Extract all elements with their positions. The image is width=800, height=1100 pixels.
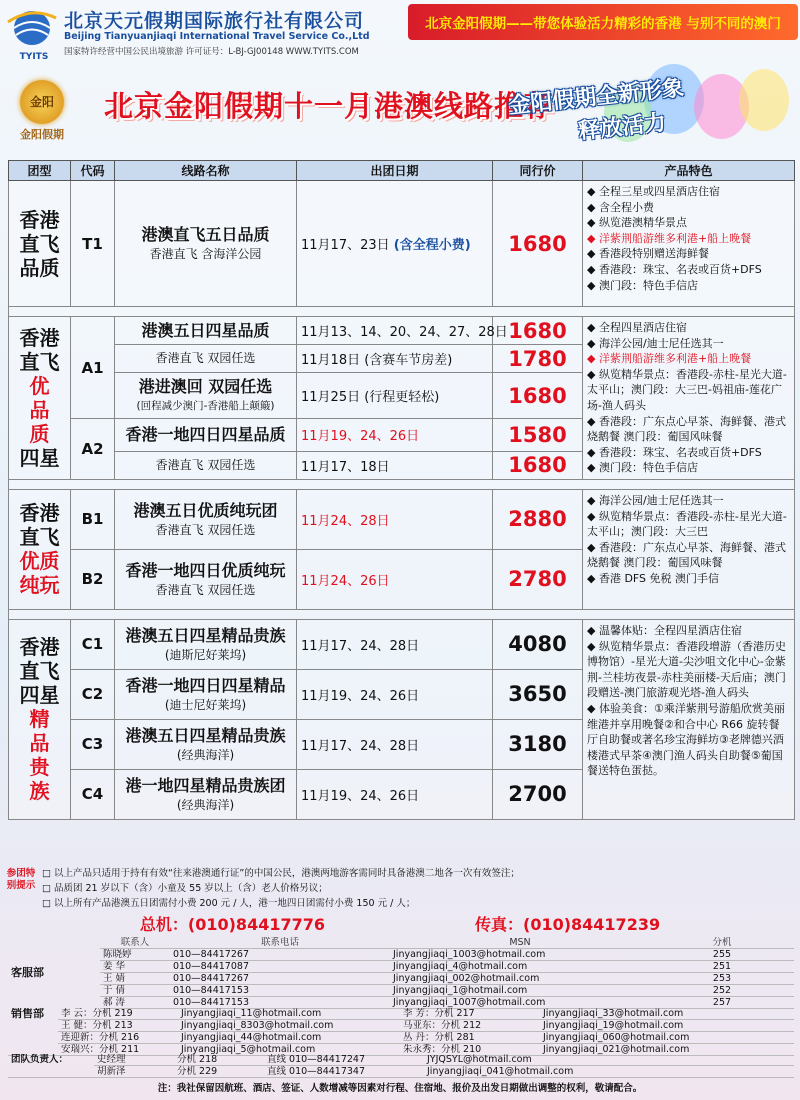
column-header: 代码	[71, 161, 115, 181]
route-sub: 香港直飞 双园任选	[155, 457, 256, 472]
route-sub: (回程减少澳门-香港船上颠簸)	[136, 400, 275, 412]
sales-msn[interactable]: Jinyangjiaqi_8303@hotmail.com	[178, 1020, 400, 1032]
route-sub: 香港直飞 含海洋公园	[149, 247, 262, 261]
top-banner: 北京金阳假期——带您体验活力精彩的香港 与别不同的澳门	[408, 4, 798, 40]
sales-msn[interactable]: Jinyangjiaqi_11@hotmail.com	[178, 1008, 400, 1020]
sales-person: 连迎新：分机 216	[58, 1032, 178, 1044]
route-name-cell	[115, 669, 297, 719]
route-name-cell	[115, 549, 297, 609]
type-line: 香港	[19, 501, 60, 526]
type-line: 品	[29, 397, 50, 422]
hotline-bar	[0, 912, 800, 935]
leader-phone: 直线 010—84417347	[264, 1066, 424, 1078]
route-code: C4	[71, 769, 115, 819]
route-code: A1	[71, 317, 115, 419]
sales-msn[interactable]: Jinyangjiaqi_060@hotmail.com	[540, 1032, 794, 1044]
feature-item: ◆ 纵览精华景点：香港段增游（香港历史博物馆）-星光大道-尖沙咀文化中心-金紫荆-兰桂坊夜景-赤柱美丽楼-天后庙；澳门段赠送-澳门旅游观光塔-渔人码头	[587, 639, 786, 700]
route-sub: (迪斯尼好莱坞)	[164, 647, 247, 662]
route-name-cell	[115, 451, 297, 479]
column-header: 同行价	[493, 161, 583, 181]
features-list	[583, 619, 795, 819]
group-type	[9, 489, 71, 609]
leader-phone: 直线 010—84417247	[264, 1054, 424, 1066]
leader-msn[interactable]: Jinyangjiaqi_041@hotmail.com	[424, 1066, 794, 1078]
type-line: 直飞	[19, 349, 60, 374]
column-header: 分机	[650, 937, 794, 949]
group-type	[9, 619, 71, 819]
price: 1680	[493, 181, 583, 307]
sales-person: 王 健：分机 213	[58, 1020, 178, 1032]
sales-contacts-table	[8, 1008, 794, 1056]
table-row	[8, 985, 794, 997]
type-line: 品	[29, 731, 50, 756]
route-code: T1	[71, 181, 115, 307]
feature-item: ◆ 体验美食：①乘洋紫荆号游船欣赏美丽维港并享用晚餐②和合中心 R66 旋转餐厅自助餐或著名珍宝海鲜坊③老牌德兴酒楼港式早茶④澳门渔人码头自助餐⑤葡国餐送特色蛋挞。	[587, 701, 785, 778]
type-line: 优	[29, 373, 50, 398]
table-row	[8, 949, 794, 961]
price: 3180	[493, 719, 583, 769]
feature-item: ◆ 纵览精华景点：香港段-赤柱-星光大道-太平山；澳门段：大三巴-妈祖庙-莲花广场-渔人码头	[587, 367, 787, 412]
departure-dates: 11月17、24、28日	[297, 619, 493, 669]
contact-ext: 253	[650, 973, 794, 985]
route-code: B1	[71, 489, 115, 549]
logo-text: TYITS	[19, 52, 49, 62]
contact-name: 王 婧	[100, 973, 170, 985]
route-code: C2	[71, 669, 115, 719]
notes-list	[42, 866, 794, 911]
feature-item: ◆ 洋紫荆船游维多利港+船上晚餐	[587, 231, 752, 245]
departure-dates: 11月17、18日	[297, 451, 493, 479]
route-code: B2	[71, 549, 115, 609]
type-line: 直飞	[19, 659, 60, 684]
sales-msn[interactable]: Jinyangjiaqi_33@hotmail.com	[540, 1008, 794, 1020]
team-leaders-table	[8, 1054, 794, 1078]
sales-person: 朱永秀：分机 210	[400, 1044, 540, 1056]
type-line: 精	[29, 707, 50, 732]
price: 2700	[493, 769, 583, 819]
price: 4080	[493, 619, 583, 669]
contact-phone: 010—84417267	[170, 949, 390, 961]
table-row	[8, 973, 794, 985]
route-sub: 香港直飞 双园任选	[155, 351, 256, 365]
type-line: 纯玩	[19, 573, 60, 598]
price: 1780	[493, 345, 583, 373]
features-list	[583, 181, 795, 307]
table-row	[8, 937, 794, 949]
type-line: 香港	[19, 325, 60, 350]
table-header-row	[9, 161, 795, 181]
route-name: 港澳直飞五日品质	[141, 225, 270, 244]
sales-person: 李 云：分机 219	[58, 1008, 178, 1020]
route-name: 港澳五日四星精品贵族	[125, 625, 286, 645]
globe-logo-icon	[6, 8, 58, 52]
type-line: 品质	[19, 255, 60, 280]
route-name-cell	[115, 181, 297, 307]
column-header: MSN	[390, 937, 650, 949]
contact-msn[interactable]: Jinyangjiaqi_1003@hotmail.com	[390, 949, 650, 961]
departure-dates	[297, 181, 493, 307]
column-header: 联系人	[100, 937, 170, 949]
team-label: 团队负责人：	[8, 1054, 94, 1078]
price: 1680	[493, 317, 583, 345]
price: 1680	[493, 373, 583, 419]
route-name-cell	[115, 345, 297, 373]
type-line: 贵	[29, 755, 50, 780]
features-list	[583, 317, 795, 480]
contact-phone: 010—84417087	[170, 961, 390, 973]
feature-item: ◆ 含全程小费	[587, 200, 654, 214]
sales-dept-label: 销售部	[8, 1008, 58, 1056]
type-line: 质	[29, 421, 50, 446]
sales-person: 李 芳：分机 217	[400, 1008, 540, 1020]
price: 1680	[493, 451, 583, 479]
sales-person: 丛 丹：分机 281	[400, 1032, 540, 1044]
departure-dates: 11月17、24、28日	[297, 719, 493, 769]
group-type	[9, 181, 71, 307]
table-row	[8, 1008, 794, 1020]
sales-person: 马亚东：分机 212	[400, 1020, 540, 1032]
main-phone: 总机：(010)84417776	[139, 915, 325, 934]
type-line: 四星	[19, 445, 60, 470]
type-line: 香港	[19, 635, 60, 660]
routes-table	[8, 160, 795, 820]
route-code: C1	[71, 619, 115, 669]
price: 2880	[493, 489, 583, 549]
note-item: □ 以上产品只适用于持有有效“往来港澳通行证”的中国公民，港澳两地游客需同时具备港澳二地各一次有效签注；	[42, 868, 520, 879]
price: 2780	[493, 549, 583, 609]
contact-msn[interactable]: Jinyangjiaqi_1007@hotmail.com	[390, 997, 650, 1009]
contact-ext: 251	[650, 961, 794, 973]
note-item: □ 品质团 21 岁以下（含）小童及 55 岁以上（含）老人价格另议；	[42, 883, 328, 894]
type-line: 直飞	[19, 231, 60, 256]
contact-msn[interactable]: Jinyangjiaqi_4@hotmail.com	[390, 961, 650, 973]
table-row	[9, 489, 795, 549]
contact-name: 陈晓婷	[100, 949, 170, 961]
sales-person: 安瑞兴：分机 211	[58, 1044, 178, 1056]
price: 1580	[493, 419, 583, 452]
features-list	[583, 489, 795, 609]
brand-name: 金阳假期	[20, 128, 64, 141]
fax-number: 传真：(010)84417239	[475, 915, 661, 934]
route-name: 港澳五日四星品质	[141, 320, 270, 340]
leader-name: 史经理	[94, 1054, 174, 1066]
feature-item: ◆ 海洋公园/迪士尼任选其一	[587, 336, 724, 350]
table-row	[8, 1020, 794, 1032]
departure-dates: 11月13、14、20、24、27、28日	[297, 317, 493, 345]
column-header: 线路名称	[115, 161, 297, 181]
departure-dates: 11月19、24、26日	[297, 419, 493, 452]
table-row	[8, 1054, 794, 1066]
route-name: 港一地四星精品贵族团	[125, 775, 286, 795]
route-sub: 香港直飞 双园任选	[155, 582, 256, 597]
feature-item: ◆ 香港段：珠宝、名表或百货+DFS	[587, 445, 762, 459]
column-header: 联系电话	[170, 937, 390, 949]
contact-phone: 010—84417153	[170, 997, 390, 1009]
feature-item: ◆ 香港段：珠宝、名表或百货+DFS	[587, 262, 762, 276]
sales-msn[interactable]: Jinyangjiaqi_5@hotmail.com	[178, 1044, 400, 1056]
contact-phone: 010—84417267	[170, 973, 390, 985]
contact-msn[interactable]: Jinyangjiaqi_1@hotmail.com	[390, 985, 650, 997]
route-name-cell	[115, 373, 297, 419]
table-row	[9, 619, 795, 669]
departure-dates: 11月25日 (行程更轻松)	[297, 373, 493, 419]
feature-item: ◆ 香港段特别赠送海鲜餐	[587, 247, 709, 261]
route-name: 港进澳回 双园任选	[138, 377, 273, 396]
route-name-cell	[115, 769, 297, 819]
page-title: 北京金阳假期十一月港澳线路推荐	[104, 89, 555, 123]
contact-msn[interactable]: Jinyangjiaqi_002@hotmail.com	[390, 973, 650, 985]
table-row	[8, 997, 794, 1009]
service-dept-label: 客服部	[11, 966, 44, 980]
sales-msn[interactable]: Jinyangjiaqi_021@hotmail.com	[540, 1044, 794, 1056]
table-row	[9, 317, 795, 345]
route-name-cell	[115, 619, 297, 669]
route-code: A2	[71, 419, 115, 480]
type-line: 香港	[19, 207, 60, 232]
column-header: 产品特色	[583, 161, 795, 181]
table-row	[9, 181, 795, 307]
feature-item: ◆ 纵览精华景点：香港段-赤柱-星光大道-太平山；澳门段：大三巴	[587, 509, 787, 539]
route-name: 香港一地四日优质纯玩	[125, 560, 286, 580]
feature-item: ◆ 香港 DFS 免税 澳门手信	[587, 571, 720, 585]
departure-dates: 11月18日 (含赛车节房差)	[297, 345, 493, 373]
route-name-cell	[115, 489, 297, 549]
leader-ext: 分机 229	[174, 1066, 264, 1078]
route-name: 香港一地四日四星品质	[125, 424, 286, 444]
route-name-cell	[115, 317, 297, 345]
footer-disclaimer: 注：我社保留因航班、酒店、签证、人数增减等因素对行程、住宿地、报价及出发日期做出调整的权利，敬请配合。	[157, 1083, 643, 1094]
route-sub: (经典海洋)	[176, 797, 235, 812]
feature-item: ◆ 海洋公园/迪士尼任选其一	[587, 493, 724, 507]
agency-license: 国家特许经营中国公民出境旅游 许可证号：L-BJ-GJ00148 WWW.TYITS.COM	[64, 47, 359, 57]
departure-dates: 11月24、28日	[297, 489, 493, 549]
route-name: 香港一地四日四星精品	[125, 675, 286, 695]
type-line: 族	[29, 779, 50, 804]
brand-sun-logo-icon	[20, 80, 64, 124]
service-contacts-table	[8, 937, 794, 1009]
route-name-cell	[115, 419, 297, 452]
column-header: 团型	[9, 161, 71, 181]
contact-ext: 252	[650, 985, 794, 997]
agency-name-en: Beijing Tianyuanjiaqi International Travel Service Co.,Ltd	[64, 31, 370, 42]
brand-mark: 金阳	[29, 95, 54, 109]
sales-msn[interactable]: Jinyangjiaqi_19@hotmail.com	[540, 1020, 794, 1032]
type-line: 优质	[19, 549, 60, 574]
feature-item: ◆ 香港段：广东点心早茶、海鲜餐、港式烧鹅餐 澳门段：葡国风味餐	[587, 540, 786, 570]
route-code: C3	[71, 719, 115, 769]
contact-name: 郝 涛	[100, 997, 170, 1009]
contact-ext: 255	[650, 949, 794, 961]
note-item: □ 以上所有产品港澳五日团需付小费 200 元 / 人，港一地四日团需付小费 150 元 / 人；	[42, 898, 416, 909]
agency-name-cn: 北京天元假期国际旅行社有限公司	[64, 10, 365, 32]
group-type	[9, 317, 71, 480]
slogan-line-2: 释放活力	[577, 110, 668, 145]
departure-dates: 11月19、24、26日	[297, 769, 493, 819]
route-name-cell	[115, 719, 297, 769]
slogan-line-1: 金阳假期全新形象	[507, 75, 686, 120]
feature-item: ◆ 纵览港澳精华景点	[587, 216, 687, 230]
column-header: 出团日期	[297, 161, 493, 181]
feature-item: ◆ 全程四星酒店住宿	[587, 321, 687, 334]
feature-item: ◆ 香港段：广东点心早茶、海鲜餐、港式烧鹅餐 澳门段：葡国风味餐	[587, 414, 786, 444]
feature-item: ◆ 温馨体贴：全程四星酒店住宿	[587, 623, 742, 637]
leader-ext: 分机 218	[174, 1054, 264, 1066]
table-row	[8, 961, 794, 973]
route-sub: (迪士尼好莱坞)	[164, 697, 247, 712]
departure-dates: 11月19、24、26日	[297, 669, 493, 719]
route-sub: 香港直飞 双园任选	[155, 522, 256, 537]
route-sub: (经典海洋)	[176, 747, 235, 762]
leader-name: 胡新泽	[94, 1066, 174, 1078]
route-name: 港澳五日优质纯玩团	[133, 500, 278, 520]
feature-item: ◆ 洋紫荆船游维多利港+船上晚餐	[587, 352, 752, 366]
route-name: 港澳五日四星精品贵族	[125, 725, 286, 745]
notes-label: 参团特别提示	[6, 868, 36, 891]
sales-msn[interactable]: Jinyangjiaqi_44@hotmail.com	[178, 1032, 400, 1044]
feature-item: ◆ 全程三星或四星酒店住宿	[587, 185, 720, 198]
contact-phone: 010—84417153	[170, 985, 390, 997]
type-line: 直飞	[19, 525, 60, 550]
leader-msn[interactable]: JYJQSYL@hotmail.com	[424, 1054, 794, 1066]
feature-item: ◆ 澳门段：特色手信店	[587, 278, 698, 292]
departure-dates: 11月24、26日	[297, 549, 493, 609]
table-row	[8, 1066, 794, 1078]
dates-extra: (含全程小费)	[393, 238, 471, 253]
contact-name: 姜 华	[100, 961, 170, 973]
contact-ext: 257	[650, 997, 794, 1009]
contact-name: 于 倩	[100, 985, 170, 997]
feature-item: ◆ 澳门段：特色手信店	[587, 461, 698, 475]
type-line: 四星	[19, 683, 60, 708]
dates-text: 11月17、23日	[301, 238, 390, 253]
table-row	[8, 1032, 794, 1044]
price: 3650	[493, 669, 583, 719]
